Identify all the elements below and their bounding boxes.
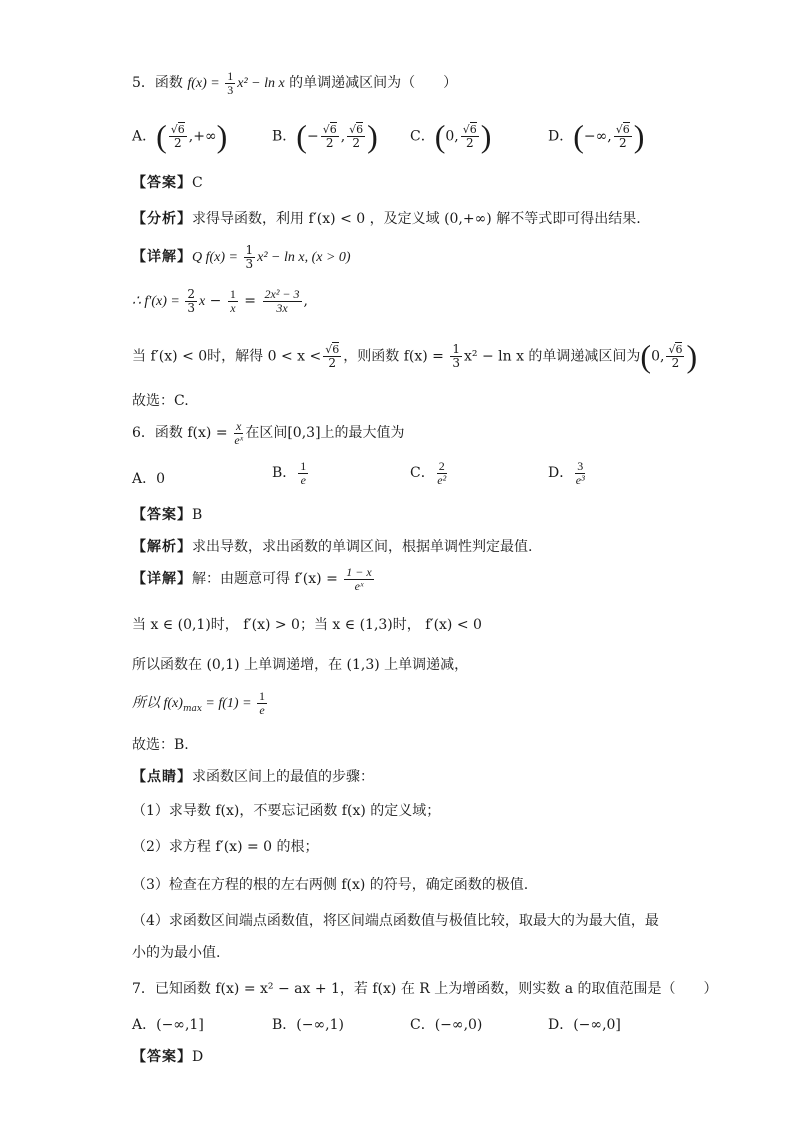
q5-detail-3: 当 f′(x) < 0时，解得 0 < x < $\frac{√6}{2}$ ，则函数 f(x) = $\frac{1}{3}$ x² − ln x 的单调递减区间为(0, $\frac{√6}{2}$ ) (132, 338, 698, 374)
q5-choose: 故选：C. (132, 393, 189, 409)
fraction-1-3: $\frac{1}{3}$ (227, 69, 234, 97)
q7-option-a: A．(−∞,1] (132, 1017, 204, 1033)
q5-option-b: B．(− $\frac{√6}{2}$ , $\frac{√6}{2}$ ) (272, 118, 378, 154)
q7-answer: 【答案】D (132, 1049, 204, 1065)
q6-detail-3: 所以函数在 (0,1) 上单调递增，在 (1,3) 上单调递减， (132, 657, 469, 673)
q5-detail-1: 【详解】Q f(x) = $\frac{1}{3}$ x² − ln x, (x > 0) (132, 243, 351, 271)
q6-step-3: （3）检查在方程的根的左右两侧 f(x) 的符号，确定函数的极值. (132, 877, 529, 893)
q6-detail-4: 所以 $f(x)_{max} = f(1)$ = $\frac{1}{e}$ (132, 689, 266, 717)
q7-option-b: B．(−∞,1) (272, 1017, 344, 1033)
q6-option-c: C． $\frac{2}{\text{e²}}$ (410, 459, 447, 487)
q6-option-a: A．0 (132, 471, 166, 487)
q6-stem: 6．函数 f(x) = $\frac{x}{\text{eˣ}}$ 在区间[0,3]上的最大值为 (132, 419, 405, 447)
q6-step-4b: 小的为最小值. (132, 945, 221, 961)
q6-analysis: 【解析】求出导数，求出函数的单调区间，根据单调性判定最值. (132, 539, 533, 555)
q5-option-a: A．( $\frac{√6}{2}$ ,+∞) (132, 118, 228, 154)
q5-detail-2: ∴ f′(x) = $\frac{2}{3}$ x − $\frac{1}{x}$ = $\frac{\text{2x² − 3}}{3x}$ , (132, 287, 308, 315)
q7-option-d: D．(−∞,0] (548, 1017, 621, 1033)
q6-step-2: （2）求方程 f′(x) = 0 的根； (132, 839, 319, 855)
q6-note: 【点睛】求函数区间上的最值的步骤： (132, 769, 374, 785)
q6-detail-2: 当 x ∈ (0,1)时， f′(x) > 0；当 x ∈ (1,3)时， f′(x) < 0 (132, 617, 482, 633)
q5-stem: 5．函数 f(x) = $\frac{1}{3}$ x² − ln x 的单调递减区间为（ ） (132, 69, 458, 97)
q6-choose: 故选：B. (132, 737, 189, 753)
q7-stem: 7．已知函数 f(x) = x² − ax + 1，若 f(x) 在 R 上为增函数，则实数 a 的取值范围是（ ） (132, 981, 718, 997)
q6-detail-1: 【详解】解：由题意可得 f′(x) = $\frac{1 - x}{\text{eˣ}}$ (132, 565, 372, 593)
q5-option-c: C．(0, $\frac{√6}{2}$ ) (410, 118, 492, 154)
q6-option-b: B． $\frac{1}{e}$ (272, 459, 307, 487)
q7-option-c: C．(−∞,0) (410, 1017, 483, 1033)
q5-analysis: 【分析】求得导函数，利用 f′(x) < 0 ，及定义域 (0,+∞) 解不等式即可得出结果. (132, 211, 641, 227)
q6-answer: 【答案】B (132, 507, 203, 523)
q6-step-1: （1）求导数 f(x)，不要忘记函数 f(x) 的定义域； (132, 803, 441, 819)
q5-option-d: D．(−∞, $\frac{√6}{2}$ ) (548, 118, 645, 154)
q5-answer: 【答案】C (132, 175, 203, 191)
q6-step-4a: （4）求函数区间端点函数值，将区间端点函数值与极值比较，取最大的为最大值，最 (132, 913, 659, 929)
q6-option-d: D． $\frac{3}{\text{e³}}$ (548, 459, 585, 487)
